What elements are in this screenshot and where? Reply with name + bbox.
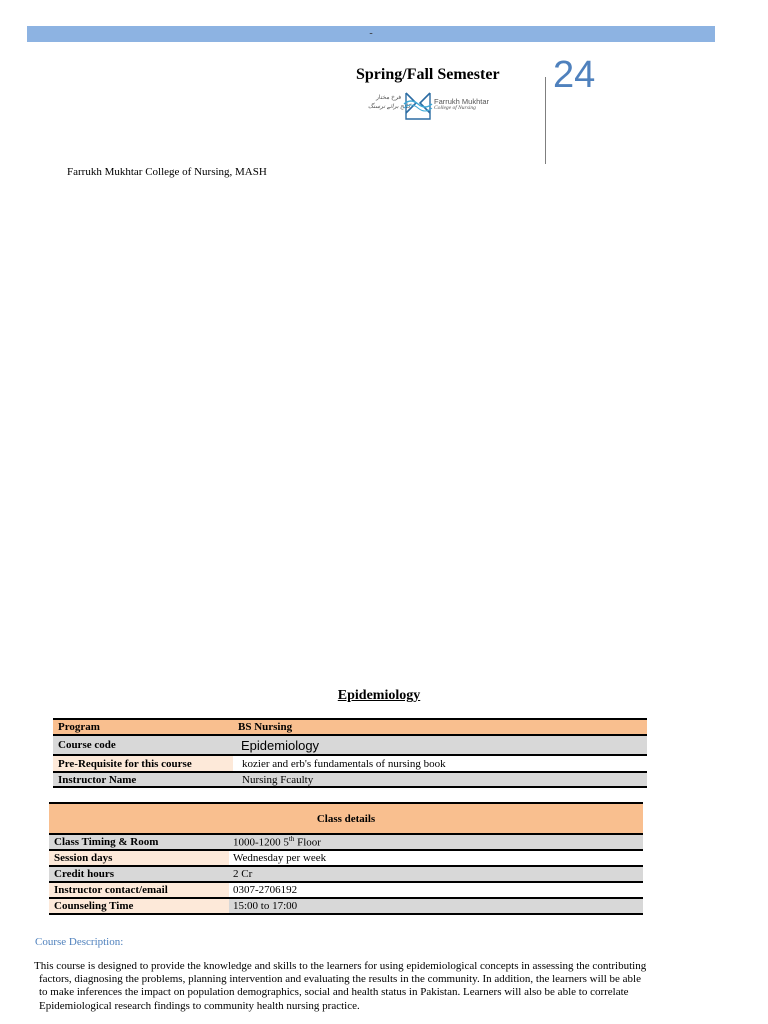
table-row [53,719,647,735]
table-row [49,898,643,914]
table-row [49,866,643,882]
class-details-heading: Class details [49,803,643,834]
logo-urdu-line2: کالج برائے نرسنگ [368,104,411,110]
row-label: Class Timing & Room [49,834,229,850]
header-bar [27,26,715,42]
row-value: Epidemiology [233,735,647,755]
row-label: Session days [49,850,229,866]
year-number: 24 [553,54,596,96]
vertical-divider [545,77,546,164]
table-row [53,735,647,755]
college-name: Farrukh Mukhtar College of Nursing, MASH [67,166,267,178]
description-body [34,960,686,1013]
row-label: Course code [53,735,233,755]
row-value: kozier and erb's fundamentals of nursing book [242,757,446,770]
header-bar-text: - [369,28,373,39]
logo-name-line2: College of Nursing [434,105,476,111]
description-line: Epidemiological research findings to community health nursing practice. [39,999,360,1012]
table-row [49,834,643,850]
semester-title: Spring/Fall Semester [356,66,500,83]
row-label: Program [53,719,233,735]
table-row [49,850,643,866]
course-info-table [53,718,647,788]
row-value: 2 Cr [229,866,643,882]
row-value: Wednesday per week [233,852,327,864]
logo-name-line1: Farrukh Mukhtar [434,97,490,106]
row-label: Pre-Requisite for this course [53,755,233,772]
table-row [49,882,643,898]
table-row [53,772,647,787]
row-value: BS Nursing [233,719,647,735]
description-heading: Course Description: [35,936,124,948]
description-line: factors, diagnosing the problems, planning intervention and evaluating the results in the community. In addition, the learners will be able [39,973,641,986]
row-value: 1000-1200 5th Floor [229,834,643,850]
row-label: Counseling Time [49,898,229,914]
table-row [53,755,647,772]
college-logo [366,90,496,124]
description-line: to make inferences the impact on population demographics, social and health status in Pakistan. Learners will also be able to correlate [39,986,629,999]
row-value: 15:00 to 17:00 [229,898,643,914]
row-value: Nursing Fcaulty [233,772,647,787]
description-line: This course is designed to provide the knowledge and skills to the learners for using epidemiological concepts in assessing the contributing [34,960,647,972]
class-details-table [49,802,643,915]
table-header-row [49,803,643,834]
row-label: Credit hours [49,866,229,882]
row-label: Instructor contact/email [49,882,229,898]
row-value: 0307-2706192 [233,884,298,896]
logo-urdu-line1: فرخ مختار [376,95,402,101]
row-label: Instructor Name [53,772,233,787]
logo-emblem-icon [403,91,433,121]
course-title: Epidemiology [337,688,421,703]
